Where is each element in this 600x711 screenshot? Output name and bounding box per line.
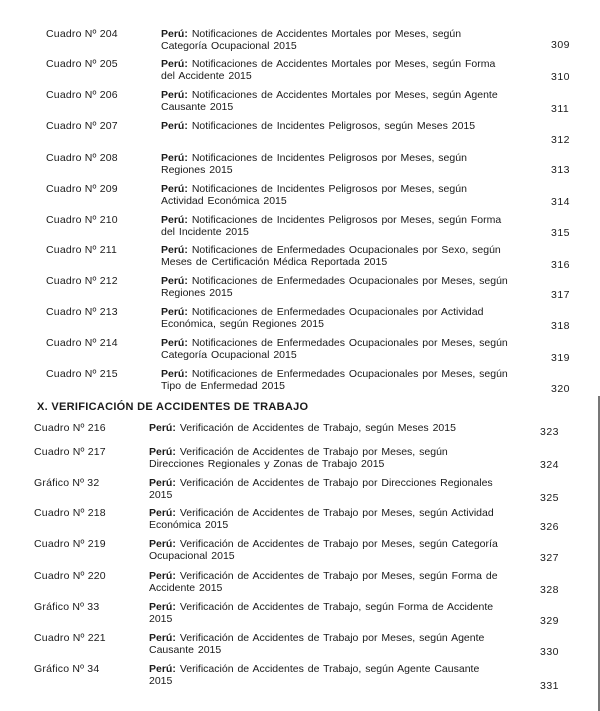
entry-title-text: Verificación de Accidentes de Trabajo, según Forma de Accidente 2015 [149, 601, 494, 625]
entry-label: Cuadro Nº 208 [46, 152, 118, 164]
entry-label: Cuadro Nº 219 [34, 538, 106, 550]
entry-label: Cuadro Nº 210 [46, 214, 118, 226]
entry-country-lead: Perú: [161, 368, 188, 380]
toc-entry[interactable] [0, 601, 600, 631]
entry-description [161, 337, 511, 361]
entry-country-lead: Perú: [149, 507, 176, 519]
entry-description [149, 538, 499, 562]
toc-entry[interactable] [0, 446, 600, 476]
entry-title-text: Notificaciones de Enfermedades Ocupacionales por Sexo, según Meses de Certificación Médica Reportada 2015 [161, 244, 501, 268]
toc-entry[interactable] [0, 538, 600, 568]
entry-description [161, 152, 511, 176]
entry-description [149, 663, 499, 687]
entry-country-lead: Perú: [149, 422, 176, 434]
entry-title-text: Notificaciones de Incidentes Peligrosos por Meses, según Actividad Económica 2015 [161, 183, 467, 207]
entry-label: Cuadro Nº 217 [34, 446, 106, 458]
entry-country-lead: Perú: [161, 244, 188, 256]
toc-entry[interactable] [0, 152, 600, 182]
entry-label: Cuadro Nº 220 [34, 570, 106, 582]
entry-label: Cuadro Nº 216 [34, 422, 106, 434]
entry-title-text: Notificaciones de Enfermedades Ocupacionales por Meses, según Tipo de Enfermedad 2015 [161, 368, 508, 392]
entry-label: Cuadro Nº 214 [46, 337, 118, 349]
entry-page-number: 330 [540, 646, 560, 658]
entry-title-text: Notificaciones de Enfermedades Ocupacionales por Actividad Económica, según Regiones 2015 [161, 306, 484, 330]
entry-country-lead: Perú: [161, 120, 188, 132]
toc-entry[interactable] [0, 663, 600, 693]
entry-title-text: Verificación de Accidentes de Trabajo por Meses, según Agente Causante 2015 [149, 632, 485, 656]
entry-country-lead: Perú: [161, 28, 188, 40]
toc-entry[interactable] [0, 89, 600, 119]
entry-country-lead: Perú: [161, 89, 188, 101]
entry-title-text: Verificación de Accidentes de Trabajo, según Meses 2015 [179, 422, 456, 434]
entry-country-lead: Perú: [149, 477, 176, 489]
entry-country-lead: Perú: [149, 663, 176, 675]
entry-country-lead: Perú: [161, 306, 188, 318]
toc-entry[interactable] [0, 306, 600, 336]
toc-entry[interactable] [0, 275, 600, 305]
entry-description [149, 446, 499, 470]
entry-page-number: 314 [551, 196, 571, 208]
entry-title-text: Verificación de Accidentes de Trabajo por Meses, según Actividad Económica 2015 [149, 507, 494, 531]
entry-page-number: 328 [540, 584, 560, 596]
entry-page-number: 311 [551, 103, 570, 115]
entry-title-text: Notificaciones de Incidentes Peligrosos por Meses, según Forma del Incidente 2015 [161, 214, 502, 238]
toc-entry[interactable] [0, 507, 600, 537]
toc-entry[interactable] [0, 58, 600, 88]
entry-country-lead: Perú: [161, 337, 188, 349]
entry-page-number: 312 [551, 134, 571, 146]
entry-country-lead: Perú: [149, 538, 176, 550]
entry-label: Cuadro Nº 205 [46, 58, 118, 70]
entry-page-number: 320 [551, 383, 571, 395]
entry-page-number: 324 [540, 459, 560, 471]
toc-entry[interactable] [0, 214, 600, 244]
entry-country-lead: Perú: [149, 632, 176, 644]
entry-label: Gráfico Nº 34 [34, 663, 100, 675]
toc-entry[interactable] [0, 28, 600, 58]
entry-country-lead: Perú: [161, 152, 188, 164]
entry-description [149, 422, 499, 434]
entry-page-number: 326 [540, 521, 560, 533]
toc-entry[interactable] [0, 120, 600, 150]
entry-country-lead: Perú: [149, 446, 176, 458]
entry-page-number: 325 [540, 492, 560, 504]
entry-title-text: Notificaciones de Accidentes Mortales por Meses, según Categoría Ocupacional 2015 [161, 28, 462, 52]
toc-entry[interactable] [0, 244, 600, 274]
toc-entry[interactable] [0, 632, 600, 662]
entry-title-text: Notificaciones de Accidentes Mortales por Meses, según Forma del Accidente 2015 [161, 58, 496, 82]
entry-country-lead: Perú: [161, 214, 188, 226]
toc-entry[interactable] [0, 368, 600, 398]
entry-page-number: 313 [551, 164, 571, 176]
toc-entry[interactable] [0, 477, 600, 507]
entry-page-number: 309 [551, 39, 571, 51]
entry-title-text: Notificaciones de Incidentes Peligrosos por Meses, según Regiones 2015 [161, 152, 467, 176]
entry-label: Cuadro Nº 209 [46, 183, 118, 195]
entry-label: Cuadro Nº 204 [46, 28, 118, 40]
entry-page-number: 317 [551, 289, 571, 301]
entry-title-text: Notificaciones de Incidentes Peligrosos, según Meses 2015 [191, 120, 476, 132]
entry-country-lead: Perú: [161, 183, 188, 195]
entry-label: Cuadro Nº 207 [46, 120, 118, 132]
entry-title-text: Notificaciones de Enfermedades Ocupacionales por Meses, según Regiones 2015 [161, 275, 508, 299]
entry-page-number: 315 [551, 227, 571, 239]
entry-description [161, 89, 511, 113]
entry-title-text: Notificaciones de Enfermedades Ocupacionales por Meses, según Categoría Ocupacional 2015 [161, 337, 508, 361]
entry-label: Cuadro Nº 218 [34, 507, 106, 519]
entry-description [161, 306, 511, 330]
entry-title-text: Verificación de Accidentes de Trabajo por Meses, según Forma de Accidente 2015 [149, 570, 498, 594]
entry-page-number: 329 [540, 615, 560, 627]
entry-page-number: 327 [540, 552, 560, 564]
entry-description [149, 477, 499, 501]
entry-label: Cuadro Nº 213 [46, 306, 118, 318]
entry-title-text: Verificación de Accidentes de Trabajo por Meses, según Categoría Ocupacional 2015 [149, 538, 498, 562]
entry-country-lead: Perú: [161, 275, 188, 287]
entry-description [161, 183, 511, 207]
toc-entry[interactable] [0, 183, 600, 213]
entry-page-number: 316 [551, 259, 571, 271]
entry-description [161, 28, 511, 52]
entry-page-number: 310 [551, 71, 571, 83]
entry-page-number: 318 [551, 320, 571, 332]
entry-page-number: 319 [551, 352, 571, 364]
entry-country-lead: Perú: [149, 570, 176, 582]
entry-description [161, 244, 511, 268]
section-title: X. VERIFICACIÓN DE ACCIDENTES DE TRABAJO [37, 401, 309, 413]
entry-description [161, 58, 511, 82]
entry-title-text: Notificaciones de Accidentes Mortales por Meses, según Agente Causante 2015 [161, 89, 498, 113]
toc-entry[interactable] [0, 337, 600, 367]
entry-label: Cuadro Nº 211 [46, 244, 118, 256]
entry-description [161, 368, 511, 392]
entry-description [149, 601, 499, 625]
entry-description [149, 570, 499, 594]
entry-label: Cuadro Nº 206 [46, 89, 118, 101]
entry-description [149, 507, 499, 531]
entry-description [161, 120, 511, 132]
entry-description [161, 275, 511, 299]
toc-entry[interactable] [0, 570, 600, 600]
entry-title-text: Verificación de Accidentes de Trabajo por Meses, según Direcciones Regionales y Zonas de Trabajo 2015 [149, 446, 448, 470]
entry-description [149, 632, 499, 656]
entry-label: Cuadro Nº 212 [46, 275, 118, 287]
entry-title-text: Verificación de Accidentes de Trabajo por Direcciones Regionales 2015 [149, 477, 493, 501]
entry-country-lead: Perú: [149, 601, 176, 613]
entry-label: Gráfico Nº 32 [34, 477, 100, 489]
entry-title-text: Verificación de Accidentes de Trabajo, según Agente Causante 2015 [149, 663, 480, 687]
entry-label: Cuadro Nº 221 [34, 632, 106, 644]
entry-page-number: 331 [540, 680, 560, 692]
entry-description [161, 214, 511, 238]
entry-label: Cuadro Nº 215 [46, 368, 118, 380]
entry-country-lead: Perú: [161, 58, 188, 70]
entry-page-number: 323 [540, 426, 560, 438]
entry-label: Gráfico Nº 33 [34, 601, 100, 613]
